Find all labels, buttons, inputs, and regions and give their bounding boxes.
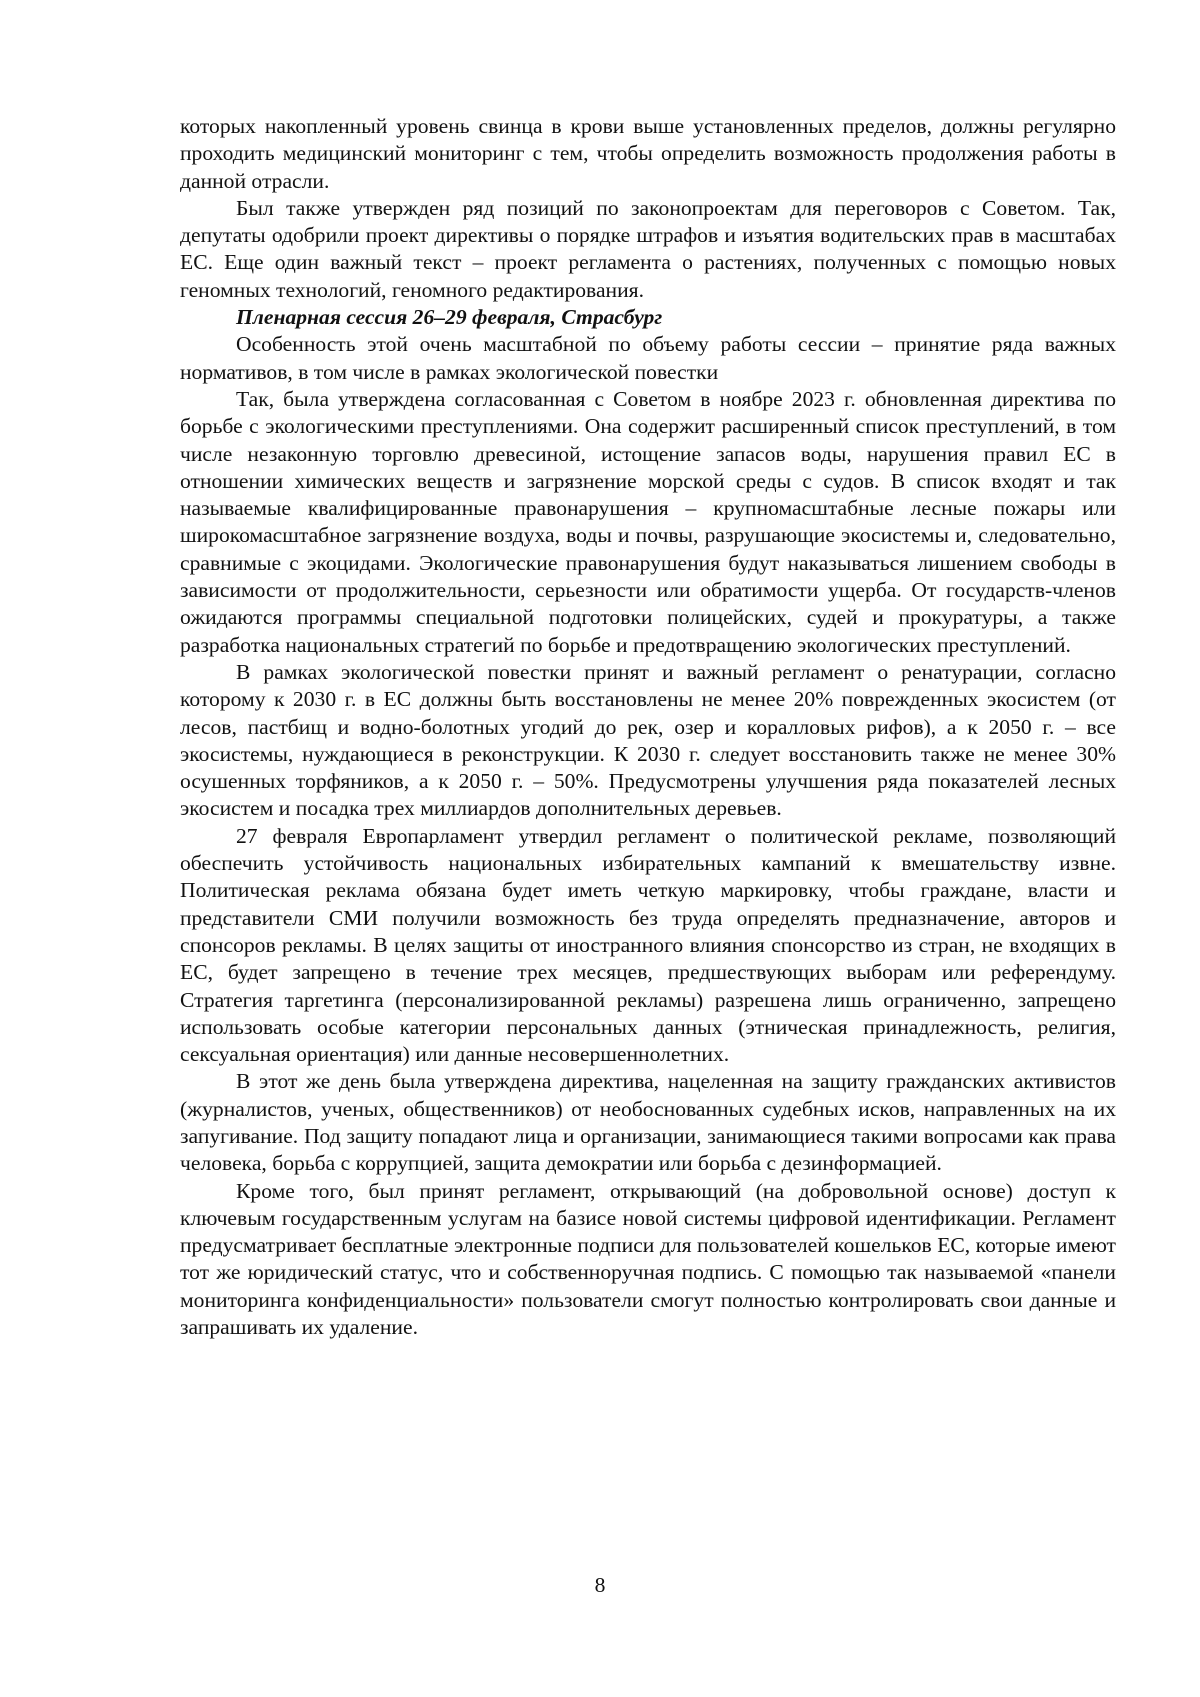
page-number: 8 bbox=[594, 1573, 606, 1597]
paragraph: 27 февраля Европарламент утвердил регламент о политической рекламе, позволяющий обеспечить устойчивость национальных избирательных кампаний к вмешательству извне. Политическая реклама обязана будет иметь четкую маркировку, чтобы граждане, власти и представители СМИ получили возможность без труда определять предназначение, авторов и спонсоров рекламы. В целях защиты от иностранного влияния спонсорство из стран, не входящих в ЕС, будет запрещено в течение трех месяцев, предшествующих выборам или референдуму. Стратегия таргетинга (персонализированной рекламы) разрешена лишь ограниченно, запрещено использовать особые категории персональных данных (этническая принадлежность, религия, сексуальная ориентация) или данные несовершеннолетних. bbox=[180, 823, 1116, 1067]
paragraph: В этот же день была утверждена директива, нацеленная на защиту гражданских активистов (журналистов, ученых, общественников) от необоснованных судебных исков, направленных на их запугивание. Под защиту попадают лица и организации, занимающиеся такими вопросами как права человека, борьба с коррупцией, защита демократии или борьба с дезинформацией. bbox=[180, 1069, 1116, 1176]
paragraph: Особенность этой очень масштабной по объему работы сессии – принятие ряда важных нормативов, в том числе в рамках экологической повестки bbox=[180, 332, 1116, 384]
paragraph: Кроме того, был принят регламент, открывающий (на добровольной основе) доступ к ключевым государственным услугам на базисе новой системы цифровой идентификации. Регламент предусматривает бесплатные электронные подписи для пользователей кошельков ЕС, которые имеют тот же юридический статус, что и собственноручная подпись. С помощью так называемой «панели мониторинга конфиденциальности» пользователи смогут полностью контролировать свои данные и запрашивать их удаление. bbox=[180, 1178, 1116, 1340]
paragraph-continuation: которых накопленный уровень свинца в крови выше установленных пределов, должны регулярно проходить медицинский мониторинг с тем, чтобы определить возможность продолжения работы в данной отрасли. bbox=[180, 114, 1116, 193]
body-text bbox=[180, 113, 1116, 1341]
section-heading: Пленарная сессия 26–29 февраля, Страсбург bbox=[236, 305, 663, 330]
paragraph: Был также утвержден ряд позиций по законопроектам для переговоров с Советом. Так, депутаты одобрили проект директивы о порядке штрафов и изъятия водительских прав в масштабах ЕС. Еще один важный текст – проект регламента о растениях, полученных с помощью новых геномных технологий, геномного редактирования. bbox=[180, 195, 1116, 302]
paragraph: Так, была утверждена согласованная с Советом в ноябре 2023 г. обновленная директива по борьбе с экологическими преступлениями. Она содержит расширенный список преступлений, в том числе незаконную торговлю древесиной, истощение запасов воды, нарушения правил ЕС в отношении химических веществ и загрязнение морской среды с судов. В список входят и так называемые квалифицированные правонарушения – крупномасштабные лесные пожары или широкомасштабное загрязнение воздуха, воды и почвы, разрушающие экосистемы и, следовательно, сравнимые с экоцидами. Экологические правонарушения будут наказываться лишением свободы в зависимости от продолжительности, серьезности или обратимости ущерба. От государств-членов ожидаются программы специальной подготовки полицейских, судей и прокуратуры, а также разработка национальных стратегий по борьбе и предотвращению экологических преступлений. bbox=[180, 386, 1116, 657]
paragraph: В рамках экологической повестки принят и важный регламент о ренатурации, согласно которому к 2030 г. в ЕС должны быть восстановлены не менее 20% поврежденных экосистем (от лесов, пастбищ и водно-болотных угодий до рек, озер и коралловых рифов), а к 2050 г. – все экосистемы, нуждающиеся в реконструкции. К 2030 г. следует восстановить также не менее 30% осушенных торфяников, а к 2050 г. – 50%. Предусмотрены улучшения ряда показателей лесных экосистем и посадка трех миллиардов дополнительных деревьев. bbox=[180, 659, 1116, 821]
